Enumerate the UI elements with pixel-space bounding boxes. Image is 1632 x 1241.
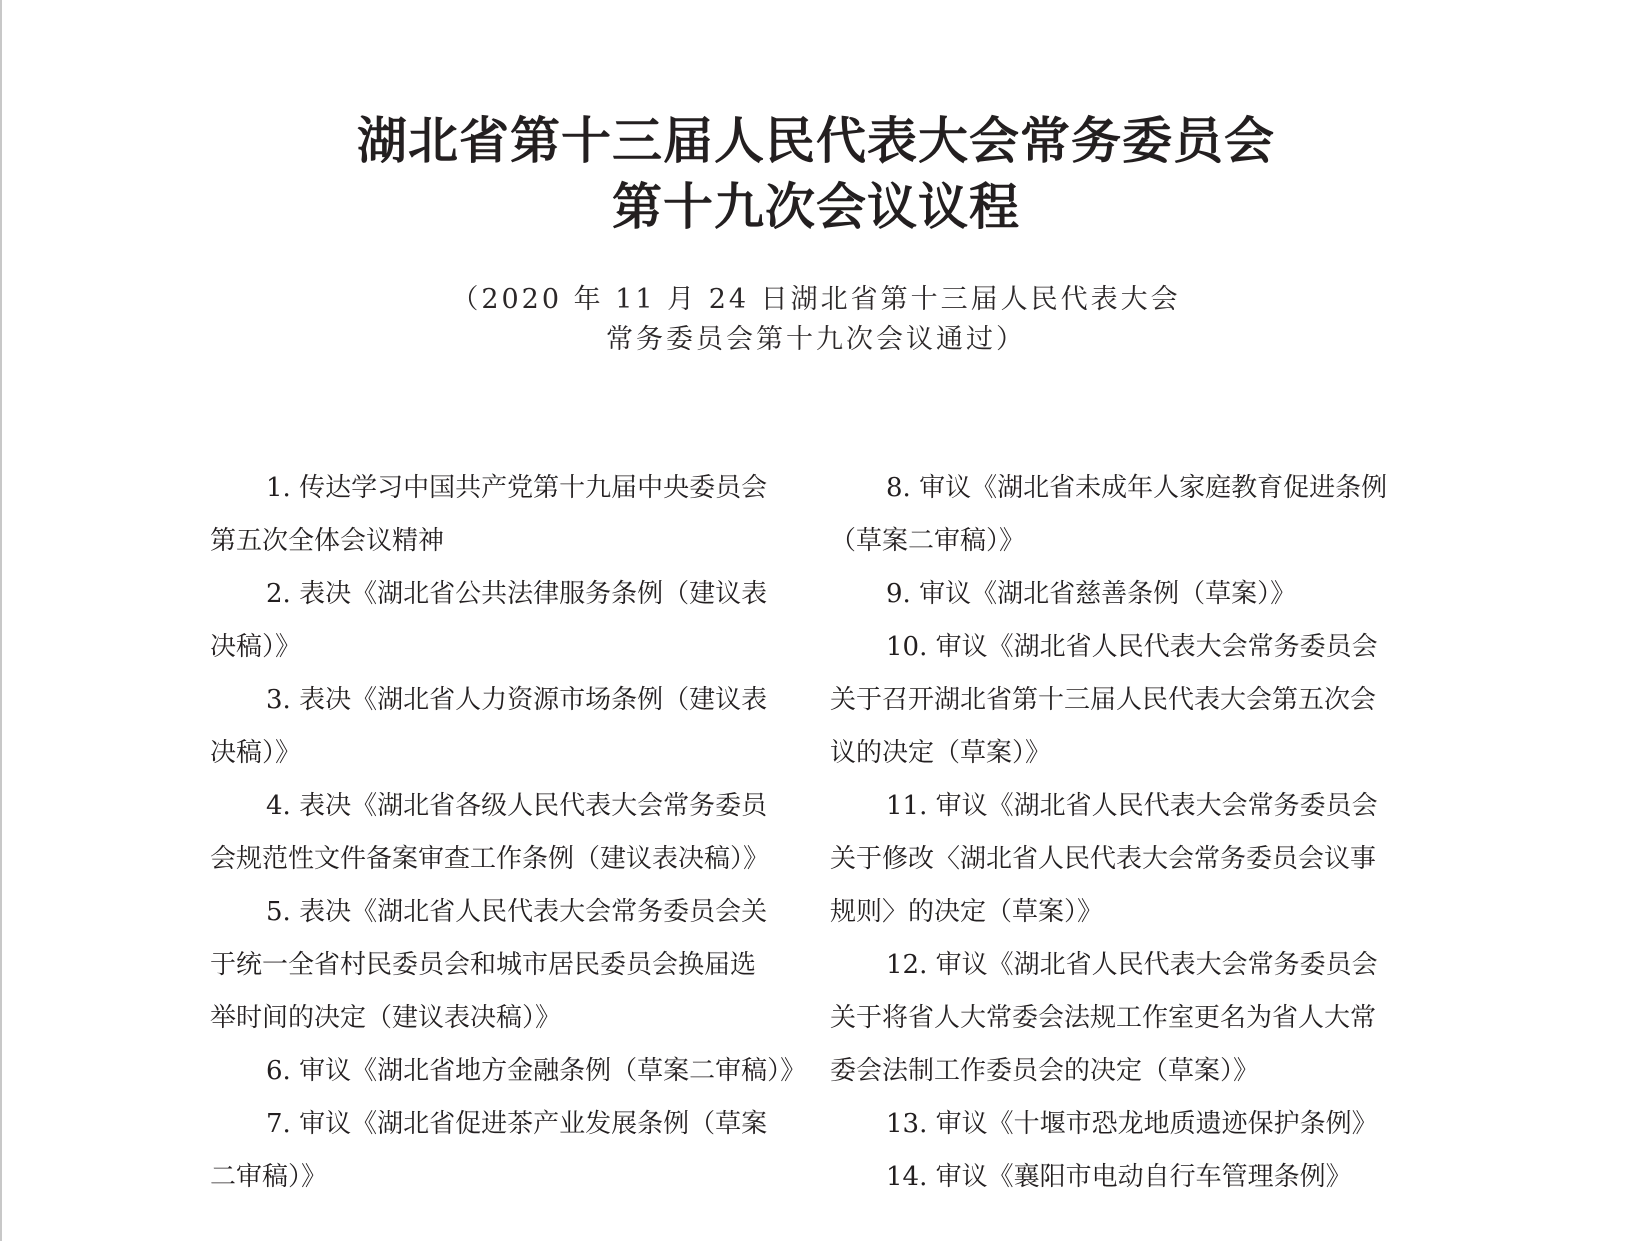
agenda-item-line: （草案二审稿）》 [830, 526, 1026, 556]
agenda-item-line: 4. 表决《湖北省各级人民代表大会常务委员 [266, 791, 768, 821]
agenda-item-line: 13. 审议《十堰市恐龙地质遗迹保护条例》 [886, 1109, 1378, 1139]
agenda-item [830, 1098, 1398, 1151]
agenda-item-line: 关于修改〈湖北省人民代表大会常务委员会议事 [830, 844, 1377, 874]
agenda-item-line: 2. 表决《湖北省公共法律服务条例（建议表 [266, 579, 768, 609]
agenda-item-line: 关于召开湖北省第十三届人民代表大会第五次会 [830, 685, 1377, 715]
agenda-item [210, 568, 772, 674]
agenda-item-line: 委会法制工作委员会的决定（草案）》 [830, 1056, 1260, 1086]
agenda-item [830, 1151, 1398, 1204]
agenda-item [210, 674, 772, 780]
title-line-2: 第十九次会议议程 [612, 177, 1020, 236]
agenda-item [210, 886, 772, 1045]
agenda-item-line: 14. 审议《襄阳市电动自行车管理条例》 [886, 1162, 1352, 1192]
document-title [0, 108, 1632, 240]
agenda-item-line: 二审稿）》 [210, 1162, 328, 1192]
agenda-item-line: 11. 审议《湖北省人民代表大会常务委员会 [886, 791, 1378, 821]
agenda-item [830, 621, 1398, 780]
agenda-item-line: 9. 审议《湖北省慈善条例（草案）》 [886, 579, 1297, 609]
agenda-item-line: 10. 审议《湖北省人民代表大会常务委员会 [886, 632, 1378, 662]
agenda-item-line: 会规范性文件备案审查工作条例（建议表决稿）》 [210, 844, 770, 874]
agenda-item-line: 第五次全体会议精神 [210, 526, 445, 556]
agenda-item-line: 12. 审议《湖北省人民代表大会常务委员会 [886, 950, 1378, 980]
subtitle-line-1: （2020 年 11 月 24 日湖北省第十三届人民代表大会 [451, 284, 1181, 315]
agenda-column-right [830, 462, 1398, 1204]
agenda-item [210, 1045, 807, 1098]
agenda-item-line: 8. 审议《湖北省未成年人家庭教育促进条例 [886, 473, 1388, 503]
title-line-1: 湖北省第十三届人民代表大会常务委员会 [357, 111, 1275, 170]
agenda-item [210, 1098, 772, 1204]
agenda-item [210, 462, 772, 568]
agenda-item [210, 780, 772, 886]
agenda-item [830, 780, 1398, 939]
agenda-item-line: 6. 审议《湖北省地方金融条例（草案二审稿）》 [266, 1056, 807, 1086]
agenda-item-line: 议的决定（草案）》 [830, 738, 1052, 768]
agenda-item [830, 462, 1398, 568]
subtitle-line-2: 常务委员会第十九次会议通过） [606, 324, 1026, 355]
agenda-item [830, 939, 1398, 1098]
agenda-item-line: 决稿）》 [210, 632, 302, 662]
agenda-item-line: 3. 表决《湖北省人力资源市场条例（建议表 [266, 685, 768, 715]
agenda-column-left [210, 462, 807, 1204]
agenda-item-line: 规则〉的决定（草案）》 [830, 897, 1104, 927]
agenda-item-line: 于统一全省村民委员会和城市居民委员会换届选 [210, 950, 757, 980]
agenda-item-line: 5. 表决《湖北省人民代表大会常务委员会关 [266, 897, 768, 927]
agenda-item-line: 1. 传达学习中国共产党第十九届中央委员会 [266, 473, 768, 503]
agenda-item-line: 决稿）》 [210, 738, 302, 768]
agenda-item [830, 568, 1398, 621]
agenda-item-line: 关于将省人大常委会法规工作室更名为省人大常 [830, 1003, 1377, 1033]
document-subtitle [0, 280, 1632, 360]
agenda-item-line: 7. 审议《湖北省促进茶产业发展条例（草案 [266, 1109, 768, 1139]
agenda-item-line: 举时间的决定（建议表决稿）》 [210, 1003, 562, 1033]
